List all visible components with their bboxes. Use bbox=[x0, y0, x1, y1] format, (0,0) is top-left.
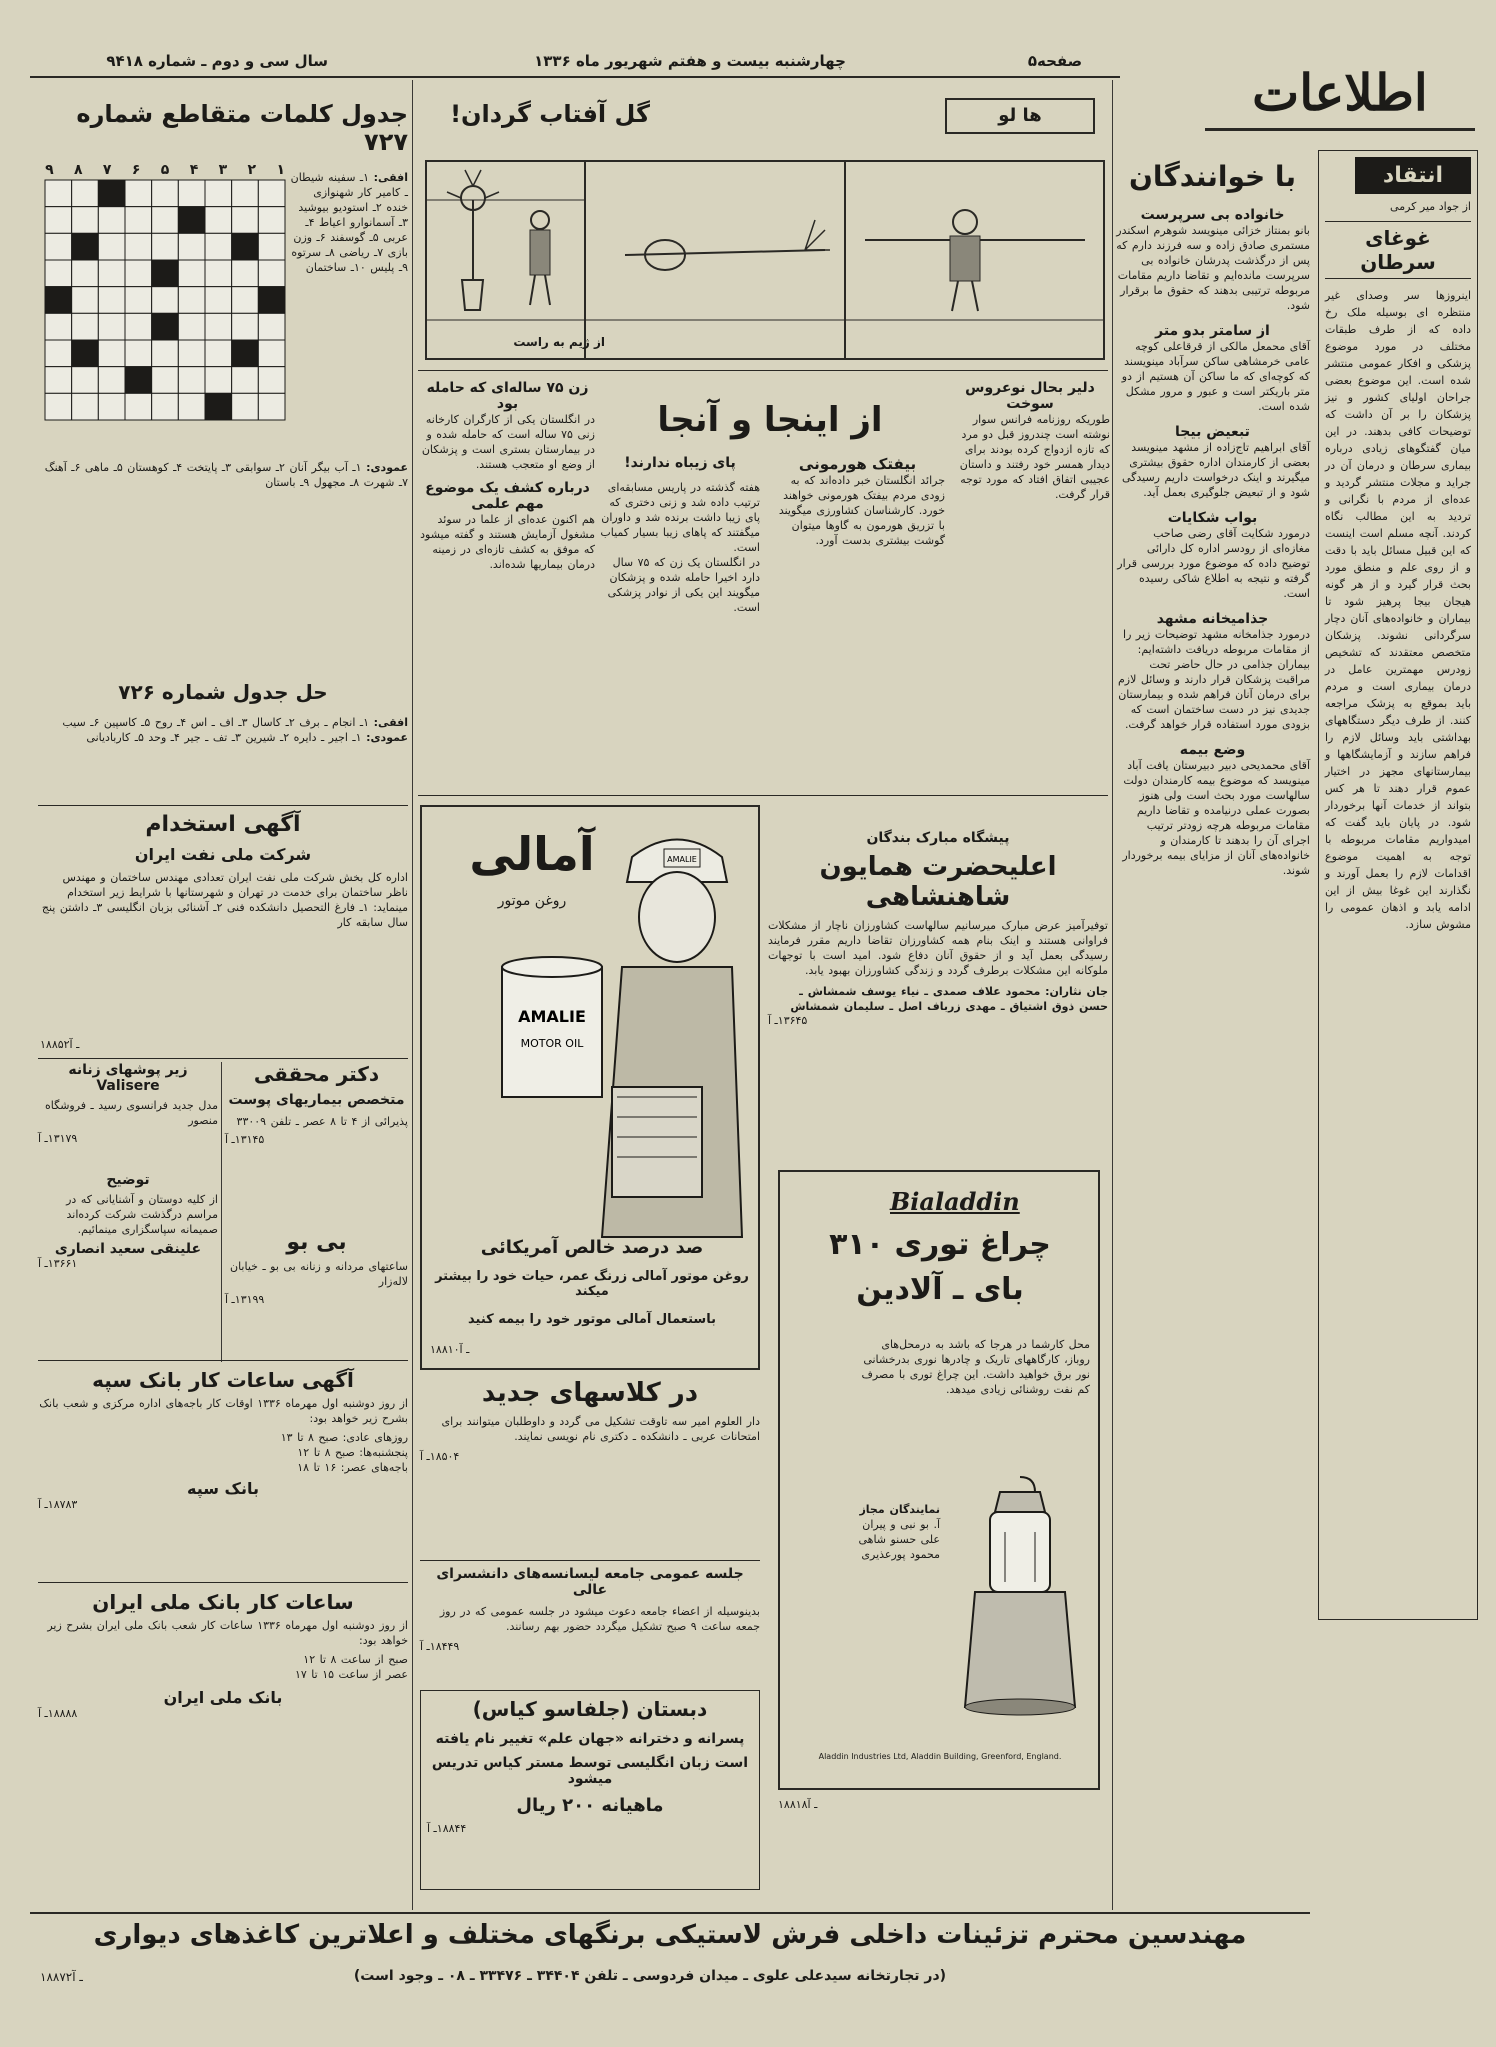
crossword-cell[interactable] bbox=[98, 260, 125, 287]
crossword-across-label: افقی: bbox=[373, 171, 408, 184]
crossword-grid bbox=[45, 180, 285, 420]
crossword-block bbox=[178, 207, 205, 234]
readers-s4-body: درمورد شکایت آقای رضی صاحب مغازه‌ای از رودسر اداره کل دارائی توضیح داده که موضوع مورد بررسی قرار گرفته و نتیجه به اطلاع شاکی رسیده است. bbox=[1117, 527, 1310, 600]
classes-ad bbox=[420, 1378, 760, 1558]
wherewater-p1-title: بیفتک هورمونی bbox=[798, 455, 917, 473]
melli-body: از روز دوشنبه اول مهرماه ۱۳۳۶ ساعات کار شعب بانک ملی ایران بشرح زیر خواهد بود: bbox=[47, 1619, 408, 1647]
crossword-cell[interactable] bbox=[125, 313, 152, 340]
crossword-block bbox=[45, 287, 72, 314]
crossword-cell[interactable] bbox=[205, 260, 232, 287]
crossword-col-2: ۲ bbox=[247, 162, 257, 178]
crossword-cell[interactable] bbox=[258, 207, 285, 234]
doctor-spec: متخصص بیماریهای پوست bbox=[228, 1092, 405, 1108]
sepah-code: ۱۸۷۸۳ـ آ bbox=[38, 1498, 78, 1511]
wherewater-col-b bbox=[600, 480, 760, 790]
solution-text bbox=[38, 715, 408, 805]
wherewater-title: از اینجا و آنجا bbox=[657, 400, 883, 440]
crossword-cell[interactable] bbox=[232, 207, 259, 234]
crossword-cell[interactable] bbox=[125, 260, 152, 287]
bebo-rule bbox=[38, 1360, 408, 1361]
crossword-cell[interactable] bbox=[152, 287, 179, 314]
solution-down-label: عمودی: bbox=[366, 731, 408, 744]
crossword-cell[interactable] bbox=[178, 313, 205, 340]
crossword-cell[interactable] bbox=[72, 367, 99, 394]
left-column-rule bbox=[412, 80, 413, 1910]
doctor-ad bbox=[225, 1062, 408, 1222]
wherewater-col-d bbox=[420, 380, 595, 790]
bebo-body: ساعتهای مردانه و زنانه بی بو ـ خیابان لاله‌زار bbox=[230, 1260, 408, 1288]
crossword-cell[interactable] bbox=[205, 207, 232, 234]
crossword-cell[interactable] bbox=[98, 340, 125, 367]
readers-s1-title: خانواده بی سرپرست bbox=[1140, 207, 1285, 223]
crossword-cell[interactable] bbox=[258, 233, 285, 260]
crossword-cell[interactable] bbox=[72, 313, 99, 340]
critique-column bbox=[1318, 150, 1478, 1620]
crossword-col-7: ۷ bbox=[102, 162, 112, 178]
hiring-body: اداره کل بخش شرکت ملی نفت ایران تعدادی مهندس ساختمان و مهندس ناظر ساختمان برای خدمت در تهران و شهرستانها با شرایط زیر استخدام مینماید: ۱ـ فارغ التحصیل دانشکده فنی ۲ـ آشنائی بزبان انگلیسی ۳ـ داشتن پنج سال سابقه کار bbox=[41, 871, 408, 929]
comic-title: گل آفتاب گردان! bbox=[450, 100, 650, 128]
readers-title: با خوانندگان bbox=[1129, 160, 1296, 193]
footer-code: ۱۸۸۷۲ـ آ bbox=[40, 1970, 83, 1984]
crossword-cell[interactable] bbox=[178, 260, 205, 287]
thanks-sign: علینقی سعید انصاری bbox=[54, 1241, 202, 1257]
crossword-block bbox=[232, 340, 259, 367]
comic-credit: از ژیم به راست bbox=[513, 335, 605, 349]
royal-code: ۱۳۶۴۵ـ آ bbox=[768, 1014, 808, 1027]
crossword-down-label: عمودی: bbox=[366, 461, 408, 474]
melli-row-2: عصر از ساعت ۱۵ تا ۱۷ bbox=[294, 1668, 408, 1681]
doctor-name: دکتر محققی bbox=[253, 1062, 380, 1086]
crossword-cell[interactable] bbox=[45, 180, 72, 207]
crossword-cell[interactable] bbox=[98, 233, 125, 260]
bialaddin-agent-2: علی حسنو شاهی bbox=[858, 1533, 940, 1546]
readers-s5-title: جذامیخانه مشهد bbox=[1156, 611, 1269, 627]
bialaddin-brand: Bialaddin bbox=[890, 1187, 1020, 1216]
classes-body: دار العلوم امیر سه تاوقت تشکیل می گردد و داوطلبان میتوانند برای امتحانات عربی ـ دانشکده ـ دکتری نام نویسی نمایند. bbox=[441, 1415, 760, 1443]
bialaddin-agents-label: نمایندگان مجاز bbox=[859, 1503, 940, 1516]
critique-body: اینروزها سر وصدای غیر منتظره ای بوسیله ملک رخ داده که از طرف طبقات مختلف در مورد موضوع پزشکی و افکار عمومی منتشر شده است. این موضوع بعضی جراحان اولیای کشور و نیز پزشکان را بر آن داشت که توضیحات کافی بدهند. در این میان گفتگوهای زیادی درباره بیماری سرطان و درمان آن در جراید و مجلات منتشر گردید و عده‌ای از مردم با نگرانی و تردید به این مطالب نگاه کردند. آنچه مسلم است اینست که این قبیل مسائل باید با دقت و از روی علم و منطق مورد بحث قرار گیرد و از هر گونه هیجان بیجا پرهیز شود تا بیماران و خانواده‌های آنان دچار سرگردانی نشوند. پزشکان متخصص معتقدند که تشخیص زودرس مهمترین عامل در درمان بیماری است و مردم باید بموقع به پزشک مراجعه کنند. از طرف دیگر دستگاههای بهداشتی باید وسائل لازم را فراهم سازند و آزمایشگاهها و بیمارستانهای مجهز در اختیار عموم قرار دهند تا هر کس بتواند از خدمات آنها برخوردار شود. در پایان باید گفت که امیدواریم مقامات مربوطه با توجه به اهمیت موضوع اقدامات لازم را بعمل آورند و نگذارند این غوغا بیش از این ادامه یابد و اذهان عمومی را مشوش سازد. bbox=[1325, 289, 1471, 931]
crossword-block bbox=[152, 260, 179, 287]
issue-date: چهارشنبه بیست و هفتم شهریور ماه ۱۳۳۶ bbox=[534, 52, 846, 70]
feature-rule-bottom bbox=[418, 795, 1108, 796]
wherewater-col-a bbox=[770, 455, 945, 795]
feature-rule bbox=[418, 370, 1108, 371]
gelfaso-line2: است زبان انگلیسی توسط مستر کیاس تدریس میشود bbox=[431, 1755, 749, 1787]
melli-bank: بانک ملی ایران bbox=[163, 1688, 283, 1707]
crossword-cell[interactable] bbox=[45, 260, 72, 287]
crossword-cell[interactable] bbox=[72, 207, 99, 234]
amalie-ad bbox=[420, 805, 760, 1370]
crossword-cell[interactable] bbox=[205, 340, 232, 367]
crossword-cell[interactable] bbox=[232, 287, 259, 314]
readers-s2-body: آقای محمعل مالکی از قرقاعلی کوچه عامی خرمشاهی ساکن سرآباد مینویسند که کوچه‌ای که ما ساکن آن هستیم از دو متر باریکتر است و عبور و مرور مشکل شده است. bbox=[1121, 340, 1310, 413]
crossword-block bbox=[72, 233, 99, 260]
sepah-body: از روز دوشنبه اول مهرماه ۱۳۳۶ اوقات کار باجه‌های اداره مرکزی و شعب بانک بشرح زیر خواهد بود: bbox=[39, 1397, 408, 1425]
crossword-cell[interactable] bbox=[178, 393, 205, 420]
wherewater-p5: در انگلستان یکی از کارگران کارخانه زنی ۷۵ ساله است که حامله شده و در بیمارستان بستری است و پزشکان از وضع او متعجب هستند. bbox=[421, 413, 595, 471]
wherewater-p6-title: درباره کشف یک موضوع مهم علمی bbox=[425, 480, 590, 512]
thanks-ad bbox=[38, 1172, 218, 1357]
crossword-cell[interactable] bbox=[178, 340, 205, 367]
crossword-cell[interactable] bbox=[72, 393, 99, 420]
crossword-cell[interactable] bbox=[98, 393, 125, 420]
crossword-cell[interactable] bbox=[232, 367, 259, 394]
footer-headline: مهندسین محترم تزئینات داخلی فرش لاستیکی برنگهای مختلف و اعلاترین کاغذهای دیواری bbox=[93, 1920, 1247, 1950]
amalie-line1: روغن موتور آمالی زرنگ عمر، حیات خود را بیشتر میکند bbox=[435, 1269, 749, 1299]
hiring-code: ۱۸۸۵۲ـ آ bbox=[40, 1038, 80, 1051]
crossword-cell[interactable] bbox=[152, 367, 179, 394]
crossword-cell[interactable] bbox=[152, 180, 179, 207]
comic-strip bbox=[425, 160, 1105, 360]
crossword-cell[interactable] bbox=[125, 207, 152, 234]
valisere-body: مدل جدید فرانسوی رسید ـ فروشگاه منصور bbox=[45, 1099, 218, 1127]
crossword-col-8: ۸ bbox=[74, 162, 83, 178]
footer-rule bbox=[30, 1912, 1310, 1914]
readers-s6-body: آقای محمدیحی دبیر دبیرستان یافت آباد مینویسد که موضوع بیمه کارمندان دولت سالهاست مورد بحث است ولی هنوز بصورت عملی درنیامده و تقاضا داریم مقامات مربوطه هرچه زودتر ترتیب اجرای آن را بدهند تا کارمندان و خانواده‌های آنان از مزایای بیمه برخوردار شوند. bbox=[1122, 759, 1310, 877]
readers-s2-title: از سامتر بدو متر bbox=[1155, 323, 1270, 339]
wherewater-p2: هفته گذشته در پاریس مسابقه‌ای ترتیب داده شد و زنی دختری که پای زیبا داشت برنده شد و داوران میگفتند که پاهای زیبا بسیار کمیاب است. bbox=[600, 481, 760, 554]
crossword-col-1: ۱ bbox=[276, 162, 285, 178]
comic-series: ها لو bbox=[945, 98, 1095, 134]
crossword-block bbox=[258, 287, 285, 314]
masthead-rule bbox=[30, 76, 1120, 78]
amalie-slogan: صد درصد خالص آمریکائی bbox=[480, 1237, 704, 1258]
crossword-across-clues: ۱ـ سفینه‌ شیطان ـ کامیر کار شهنوازی خنده ۲ـ استودیو بیوشید ۳ـ آسمانوارو اعیاط ۴ـ عربی ۵ـ گوسفند ۶ـ وزن بازی ۷ـ ریاضی ۸ـ سرتوه ۹ـ پلیس ۱۰ـ ساختمان bbox=[290, 171, 408, 274]
crossword-block bbox=[72, 340, 99, 367]
crossword-cell[interactable] bbox=[45, 233, 72, 260]
bialaddin-lamp bbox=[950, 1472, 1090, 1722]
crossword-cell[interactable] bbox=[45, 313, 72, 340]
bialaddin-sub: بای ـ آلادین bbox=[856, 1272, 1024, 1307]
crossword-block bbox=[98, 180, 125, 207]
issue-number: سال سی و دوم ـ شماره ۹۴۱۸ bbox=[106, 52, 328, 70]
readers-s3-body: آقای ابراهیم تاج‌زاده از مشهد مینویسد بعضی از کارمندان اداره حقوق بیشتری میگیرند و اینک درخواست داریم رسیدگی شود و از تبعیض جلوگیری بعمل آید. bbox=[1121, 441, 1310, 499]
hiring-rule bbox=[38, 1058, 408, 1059]
gelfaso-line1: پسرانه و دخترانه «جهان علم» تغییر نام یافته bbox=[435, 1731, 745, 1747]
crossword-cell[interactable] bbox=[258, 313, 285, 340]
wherewater-p4: طوریکه روزنامه فرانس سوار نوشته است چندروز قبل دو مرد که تازه ازدواج کرده بودند برای دیدار همسر خود رفتند و داستان عجیبی اتفاق افتاد که مورد توجه قرار گرفت. bbox=[959, 413, 1110, 501]
crossword-cell[interactable] bbox=[232, 393, 259, 420]
crossword-cell[interactable] bbox=[178, 367, 205, 394]
languages-ad bbox=[420, 1566, 760, 1686]
solution-down: ۱ـ اجیر ـ دایره ۲ـ شیرین ۳ـ تف ـ جیر ۴ـ وحد ۵ـ کاربادیانی bbox=[86, 731, 362, 744]
crossword-cell[interactable] bbox=[258, 393, 285, 420]
bebo-code: ۱۳۱۹۹ـ آ bbox=[225, 1293, 265, 1306]
sepah-bank: بانک سپه bbox=[187, 1479, 259, 1498]
crossword-cell[interactable] bbox=[152, 340, 179, 367]
gelfaso-line3: ماهیانه ۲۰۰ ریال bbox=[516, 1795, 664, 1816]
bialaddin-code: ۱۸۸۱۸ـ آ bbox=[778, 1798, 818, 1811]
crossword-block bbox=[232, 233, 259, 260]
amalie-line2: باستعمال آمالی موتور خود را بیمه کنید bbox=[468, 1312, 716, 1327]
readers-s5-body: درمورد جذامخانه مشهد توضیحات زیر را از مقامات مربوطه دریافت داشته‌ایم: بیماران جذامی در حال حاضر تحت مراقبت پزشکان قرار دارند و وسائل لازم برای درمان آنان فراهم شده و بیمارستان جدیدی نیز در دست ساختمان است که بزودی مورد استفاده قرار خواهد گرفت. bbox=[1117, 628, 1310, 731]
crossword-cell[interactable] bbox=[125, 340, 152, 367]
sepah-title: آگهی ساعات کار بانک سپه bbox=[92, 1368, 354, 1392]
gelfaso-ad bbox=[420, 1690, 760, 1890]
crossword-cell[interactable] bbox=[258, 180, 285, 207]
doctor-code: ۱۳۱۴۵ـ آ bbox=[225, 1133, 265, 1146]
crossword-cell[interactable] bbox=[125, 233, 152, 260]
critique-byline: از جواد میر کرمی bbox=[1390, 200, 1471, 213]
crossword-cell[interactable] bbox=[152, 393, 179, 420]
bialaddin-agent-3: محمود پورعذیری bbox=[861, 1548, 940, 1561]
thanks-title: توضیح bbox=[106, 1172, 150, 1188]
readers-s1-body: بانو بمنتاز خزائی مینویسد شوهرم اسکندر مستمری صادق زاده و سه فرزند دارم که پس از درگذشت پدرشان خانواده بی سرپرست مانده‌ایم و تقاضا داریم مقامات مربوطه ترتیبی بدهند که حقوق ما برقرار شود. bbox=[1116, 224, 1310, 312]
languages-code: ۱۸۴۴۹ـ آ bbox=[420, 1640, 460, 1653]
doctor-body: پذیرائی از ۴ تا ۸ عصر ـ تلفن ۳۳۰۰۹ bbox=[236, 1115, 408, 1128]
classes-code: ۱۸۵۰۴ـ آ bbox=[420, 1450, 460, 1463]
amalie-sub: روغن موتور bbox=[497, 893, 567, 909]
crossword-cell[interactable] bbox=[232, 260, 259, 287]
readers-s6-title: وضع بیمه bbox=[1179, 742, 1246, 758]
crossword-cell[interactable] bbox=[258, 260, 285, 287]
melli-row-1: صبح از ساعت ۸ تا ۱۲ bbox=[303, 1653, 408, 1666]
page-number: صفحه۵ bbox=[1027, 52, 1083, 70]
crossword-cell[interactable] bbox=[178, 287, 205, 314]
languages-body: بدینوسیله از اعضاء جامعه دعوت میشود در جلسه عمومی که در روز جمعه ساعت ۹ صبح تشکیل میگردد حضور بهم رسانند. bbox=[439, 1605, 760, 1633]
crossword-col-4: ۴ bbox=[189, 162, 199, 178]
solution-across: ۱ـ انجام ـ برف ۲ـ کاسال ۳ـ اف ـ اس ۴ـ روح ۵ـ کاسپین ۶ـ سیب bbox=[62, 716, 370, 729]
sepah-row-3: باجه‌های عصر: ۱۶ تا ۱۸ bbox=[297, 1461, 408, 1474]
crossword-across bbox=[288, 170, 408, 460]
wherewater-p4-title: دلیر بحال نوعروس سوخت bbox=[965, 380, 1095, 412]
crossword-cell[interactable] bbox=[125, 393, 152, 420]
amalie-brand: آمالی bbox=[469, 827, 595, 881]
critique-badge: انتقاد bbox=[1355, 157, 1471, 194]
valisere-ad bbox=[38, 1062, 218, 1167]
royal-title: اعلیحضرت همایون شاهنشاهی bbox=[819, 852, 1057, 912]
readers-s4-title: بواب شکایات bbox=[1167, 510, 1258, 526]
crossword-cell[interactable] bbox=[178, 233, 205, 260]
melli-ad bbox=[38, 1590, 408, 1890]
crossword-col-9: ۹ bbox=[45, 162, 54, 178]
classes-rule bbox=[420, 1560, 760, 1561]
amalie-can-text: AMALIE bbox=[518, 1007, 586, 1026]
bebo-ad bbox=[225, 1230, 408, 1355]
thanks-body: از کلیه دوستان و آشنایانی که در مراسم درگذشت شرکت کرده‌اند صمیمانه سپاسگزاری مینمائیم. bbox=[66, 1193, 218, 1236]
crossword-col-5: ۵ bbox=[160, 162, 170, 178]
amalie-code: ۱۸۸۱۰ـ آ bbox=[430, 1343, 470, 1356]
crossword-down bbox=[38, 460, 408, 660]
sepah-row-1: روزهای عادی: صبح ۸ تا ۱۳ bbox=[280, 1431, 408, 1444]
gelfaso-title: دبستان (جلفاسو کیاس) bbox=[472, 1697, 708, 1721]
bialaddin-agents bbox=[810, 1502, 940, 1612]
crossword-cell[interactable] bbox=[205, 313, 232, 340]
crossword-cell[interactable] bbox=[152, 207, 179, 234]
crossword-block bbox=[205, 393, 232, 420]
languages-title: جلسه عمومی جامعه لیسانسه‌های دانشسرای عالی bbox=[436, 1566, 744, 1598]
hiring-title: آگهی استخدام bbox=[145, 812, 301, 837]
amalie-illustration bbox=[442, 817, 742, 1237]
crossword-cell[interactable] bbox=[125, 287, 152, 314]
valisere-code: ۱۳۱۷۹ـ آ bbox=[38, 1132, 78, 1145]
sepah-ad bbox=[38, 1368, 408, 1578]
royal-signers: جان نثاران: محمود علاف صمدی ـ نیاء یوسف شمشاش ـ حسن ذوق اشتیاق ـ مهدی زرباف اصل ـ سلیمان شمشاش bbox=[790, 985, 1108, 1013]
solution-across-label: افقی: bbox=[373, 716, 408, 729]
bialaddin-agent-1: آ. بو نبی و پیران bbox=[862, 1518, 940, 1531]
crossword-down-clues: ۱ـ آب بیگر آنان ۲ـ سوابقی ۳ـ پایتخت ۴ـ کوهستان ۵ـ ماهی ۶ـ آهنگ ۷ـ شهرت ۸ـ مجهول ۹ـ باستان bbox=[44, 461, 408, 489]
crossword-cell[interactable] bbox=[72, 287, 99, 314]
royal-petition bbox=[768, 830, 1108, 1160]
crossword-cell[interactable] bbox=[205, 180, 232, 207]
crossword-cell[interactable] bbox=[205, 287, 232, 314]
wherewater-col-c bbox=[950, 380, 1110, 790]
wherewater-quote: پای زیباه ندارند! bbox=[624, 455, 736, 471]
sepah-rule bbox=[38, 1582, 408, 1583]
crossword-cell[interactable] bbox=[45, 207, 72, 234]
readers-s3-title: تبعیض بیجا bbox=[1175, 424, 1250, 440]
ad-divider bbox=[221, 1062, 222, 1362]
thanks-code: ۱۳۶۶۱ـ آ bbox=[38, 1257, 78, 1270]
bialaddin-ad bbox=[778, 1170, 1100, 1790]
solution-rule bbox=[38, 805, 408, 806]
critique-title: غوغای سرطان bbox=[1325, 221, 1471, 279]
column-rule bbox=[1112, 80, 1113, 1910]
readers-column bbox=[1115, 150, 1310, 1950]
crossword-col-6: ۶ bbox=[131, 162, 141, 178]
bialaddin-title: چراغ توری ۳۱۰ bbox=[829, 1227, 1051, 1262]
amalie-cap-text: AMALIE bbox=[667, 855, 697, 864]
crossword-cell[interactable] bbox=[72, 260, 99, 287]
melli-title: ساعات کار بانک ملی ایران bbox=[92, 1590, 354, 1614]
amalie-can-sub: MOTOR OIL bbox=[520, 1037, 584, 1050]
wherewater-p5-title: زن ۷۵ ساله‌ای که حامله بود bbox=[426, 380, 589, 412]
wherewater-p6: هم اکنون عده‌ای از علما در سوئد مشغول آزمایش هستند و گفته میشود که موفق به کشف تازه‌ای در زمینه درمان بیماریها شده‌اند. bbox=[420, 513, 595, 571]
hiring-company: شرکت ملی نفت ایران bbox=[134, 845, 312, 864]
valisere-title: زیر پوشهای زنانه Valisere bbox=[68, 1062, 188, 1094]
crossword-cell[interactable] bbox=[178, 180, 205, 207]
crossword-cell[interactable] bbox=[258, 340, 285, 367]
crossword-title: جدول کلمات متقاطع شماره ۷۲۷ bbox=[76, 100, 408, 156]
masthead-rule-right bbox=[1205, 128, 1475, 131]
crossword-cell[interactable] bbox=[205, 233, 232, 260]
solution-title: حل جدول شماره ۷۲۶ bbox=[118, 680, 328, 704]
crossword-svg bbox=[45, 180, 285, 420]
crossword-cell[interactable] bbox=[205, 367, 232, 394]
crossword-cell[interactable] bbox=[232, 313, 259, 340]
crossword-cell[interactable] bbox=[125, 180, 152, 207]
crossword-cell[interactable] bbox=[98, 367, 125, 394]
crossword-block bbox=[125, 367, 152, 394]
crossword-cell[interactable] bbox=[98, 313, 125, 340]
crossword-cell[interactable] bbox=[232, 180, 259, 207]
crossword-numbers bbox=[45, 162, 285, 180]
wherewater-p3: در انگلستان یک زن که ۷۵ سال دارد اخیرا حامله شده و پزشکان میگویند این یکی از نوادر پزشکی است. bbox=[607, 556, 760, 614]
crossword-cell[interactable] bbox=[45, 340, 72, 367]
crossword-cell[interactable] bbox=[258, 367, 285, 394]
bialaddin-footer: Aladdin Industries Ltd, Aladdin Building, Greenford, England. bbox=[818, 1752, 1062, 1761]
crossword-col-3: ۳ bbox=[218, 162, 228, 178]
crossword-block bbox=[152, 313, 179, 340]
masthead-brand: اطلاعات bbox=[1252, 63, 1428, 122]
crossword-cell[interactable] bbox=[45, 393, 72, 420]
crossword-cell[interactable] bbox=[98, 287, 125, 314]
wherewater-p1: جرائد انگلستان خبر داده‌اند که به زودی مردم بیفتک هورمونی خواهند خورد. کارشناسان کشاورزی میگویند با تزریق هورمون به گاوها میتوان گوشت بیشتری بدست آورد. bbox=[778, 474, 945, 547]
melli-code: ۱۸۸۸۸ـ آ bbox=[38, 1707, 78, 1720]
crossword-cell[interactable] bbox=[72, 180, 99, 207]
crossword-cell[interactable] bbox=[152, 233, 179, 260]
royal-kicker: پیشگاه مبارک بندگان bbox=[866, 830, 1010, 846]
bialaddin-body: محل کارشما در هرجا که باشد به درمحل‌های روباز، کارگاههای تاریک و چادرها نوری بدرخشانی نور برق خواهید داشت. این چراغ توری با مصرف کم نفت روشنائی زیادی میدهد. bbox=[861, 1338, 1090, 1396]
bebo-title: بی بو bbox=[286, 1230, 347, 1255]
gelfaso-code: ۱۸۸۴۴ـ آ bbox=[427, 1822, 467, 1835]
footer-address: (در تجارتخانه سیدعلی علوی ـ میدان فردوسی ـ تلفن ۳۴۴۰۴ ـ ۳۳۴۷۶ ـ ۰۸ ـ وجود است) bbox=[353, 1968, 947, 1984]
crossword-cell[interactable] bbox=[98, 207, 125, 234]
sepah-row-2: پنجشنبه‌ها: صبح ۸ تا ۱۲ bbox=[297, 1446, 408, 1459]
classes-title: در کلاسهای جدید bbox=[481, 1378, 699, 1408]
crossword-cell[interactable] bbox=[45, 367, 72, 394]
royal-body: توفیرآمیز عرض مبارک میرسانیم سالهاست کشاورزان ناچار از مشکلات فراوانی هستند و اینک بنام همه کشاورزان تقاضا داریم مقرر فرمایند رسیدگی بعمل آید و از حقوق آنان دفاع شود. امید است با توجهات ملوکانه این مشکلات برطرف گردد و زندگی کشاورزان بهبود یابد. bbox=[768, 919, 1108, 977]
